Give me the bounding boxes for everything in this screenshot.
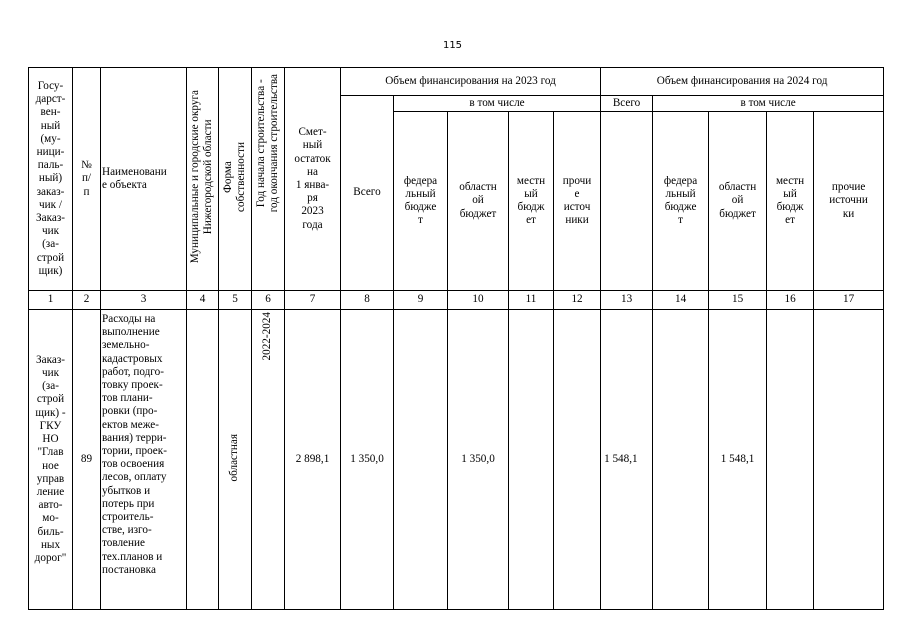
row-object-name: Расходы на выполнение земельно- кадастровых работ, подго- товку проек- тов плани- ровки (про- ектов меже- вания) терри- тории, проек- тов освоения лесов, оплату убытков и потерь при строитель- стве, изго- товление тех.планов и постановка: [101, 310, 187, 610]
row-municipality: [187, 310, 219, 610]
header-funding-2023: Объем финансирования на 2023 год: [341, 68, 601, 96]
row-total-2024: 1 548,1: [601, 310, 653, 610]
header-including-2024: в том числе: [653, 96, 884, 112]
header-num: № п/ п: [73, 68, 101, 291]
column-number: 16: [767, 291, 814, 310]
header-municipality: Муниципальные и городские округа Нижегородской области: [187, 68, 219, 291]
header-federal-2024: федера льный бюдже т: [653, 112, 709, 291]
header-ownership: Форма собственности: [219, 68, 252, 291]
column-number: 10: [448, 291, 509, 310]
row-other-2023: [554, 310, 601, 610]
column-number: 3: [101, 291, 187, 310]
column-number: 5: [219, 291, 252, 310]
row-total-2023: 1 350,0: [341, 310, 394, 610]
header-empty-2024: [601, 112, 653, 291]
header-regional-2024: областн ой бюджет: [709, 112, 767, 291]
column-number: 9: [394, 291, 448, 310]
table-row: [29, 310, 884, 610]
row-local-2023: [509, 310, 554, 610]
column-number: 6: [252, 291, 285, 310]
header-years: Год начала строительства - год окончания строительства: [252, 68, 285, 291]
row-local-2024: [767, 310, 814, 610]
column-number: 12: [554, 291, 601, 310]
header-other-2023: прочи е источ ники: [554, 112, 601, 291]
row-federal-2024: [653, 310, 709, 610]
row-regional-2023: 1 350,0: [448, 310, 509, 610]
column-number: 7: [285, 291, 341, 310]
row-other-2024: [814, 310, 884, 610]
header-total-2024: Всего: [601, 96, 653, 112]
header-local-2024: местн ый бюдж ет: [767, 112, 814, 291]
row-ownership: областная: [219, 310, 252, 610]
column-number: 8: [341, 291, 394, 310]
row-estimate-remainder: 2 898,1: [285, 310, 341, 610]
row-years: 2022-2024: [252, 310, 285, 610]
header-total-2023: Всего: [341, 96, 394, 291]
column-number: 2: [73, 291, 101, 310]
header-estimate-remainder: Смет- ный остаток на 1 янва- ря 2023 года: [285, 68, 341, 291]
column-number: 14: [653, 291, 709, 310]
column-numbers-row: [29, 291, 884, 310]
financing-table: [28, 67, 884, 610]
column-number: 4: [187, 291, 219, 310]
row-num: 89: [73, 310, 101, 610]
header-federal-2023: федера льный бюдже т: [394, 112, 448, 291]
header-including-2023: в том числе: [394, 96, 601, 112]
header-object-name: Наименовани е объекта: [101, 68, 187, 291]
row-customer: Заказ- чик (за- строй щик) - ГКУ НО "Глав ное управ ление авто- мо- биль- ных дорог": [29, 310, 73, 610]
column-number: 1: [29, 291, 73, 310]
row-regional-2024: 1 548,1: [709, 310, 767, 610]
row-federal-2023: [394, 310, 448, 610]
header-local-2023: местн ый бюдж ет: [509, 112, 554, 291]
header-other-2024: прочие источни ки: [814, 112, 884, 291]
header-funding-2024: Объем финансирования на 2024 год: [601, 68, 884, 96]
header-customer: Госу- дарст- вен- ный (му- ници- паль- ный) заказ- чик / Заказ- чик (за- строй щик): [29, 68, 73, 291]
column-number: 13: [601, 291, 653, 310]
column-number: 17: [814, 291, 884, 310]
header-regional-2023: областн ой бюджет: [448, 112, 509, 291]
column-number: 11: [509, 291, 554, 310]
page-number: 115: [442, 40, 463, 51]
column-number: 15: [709, 291, 767, 310]
